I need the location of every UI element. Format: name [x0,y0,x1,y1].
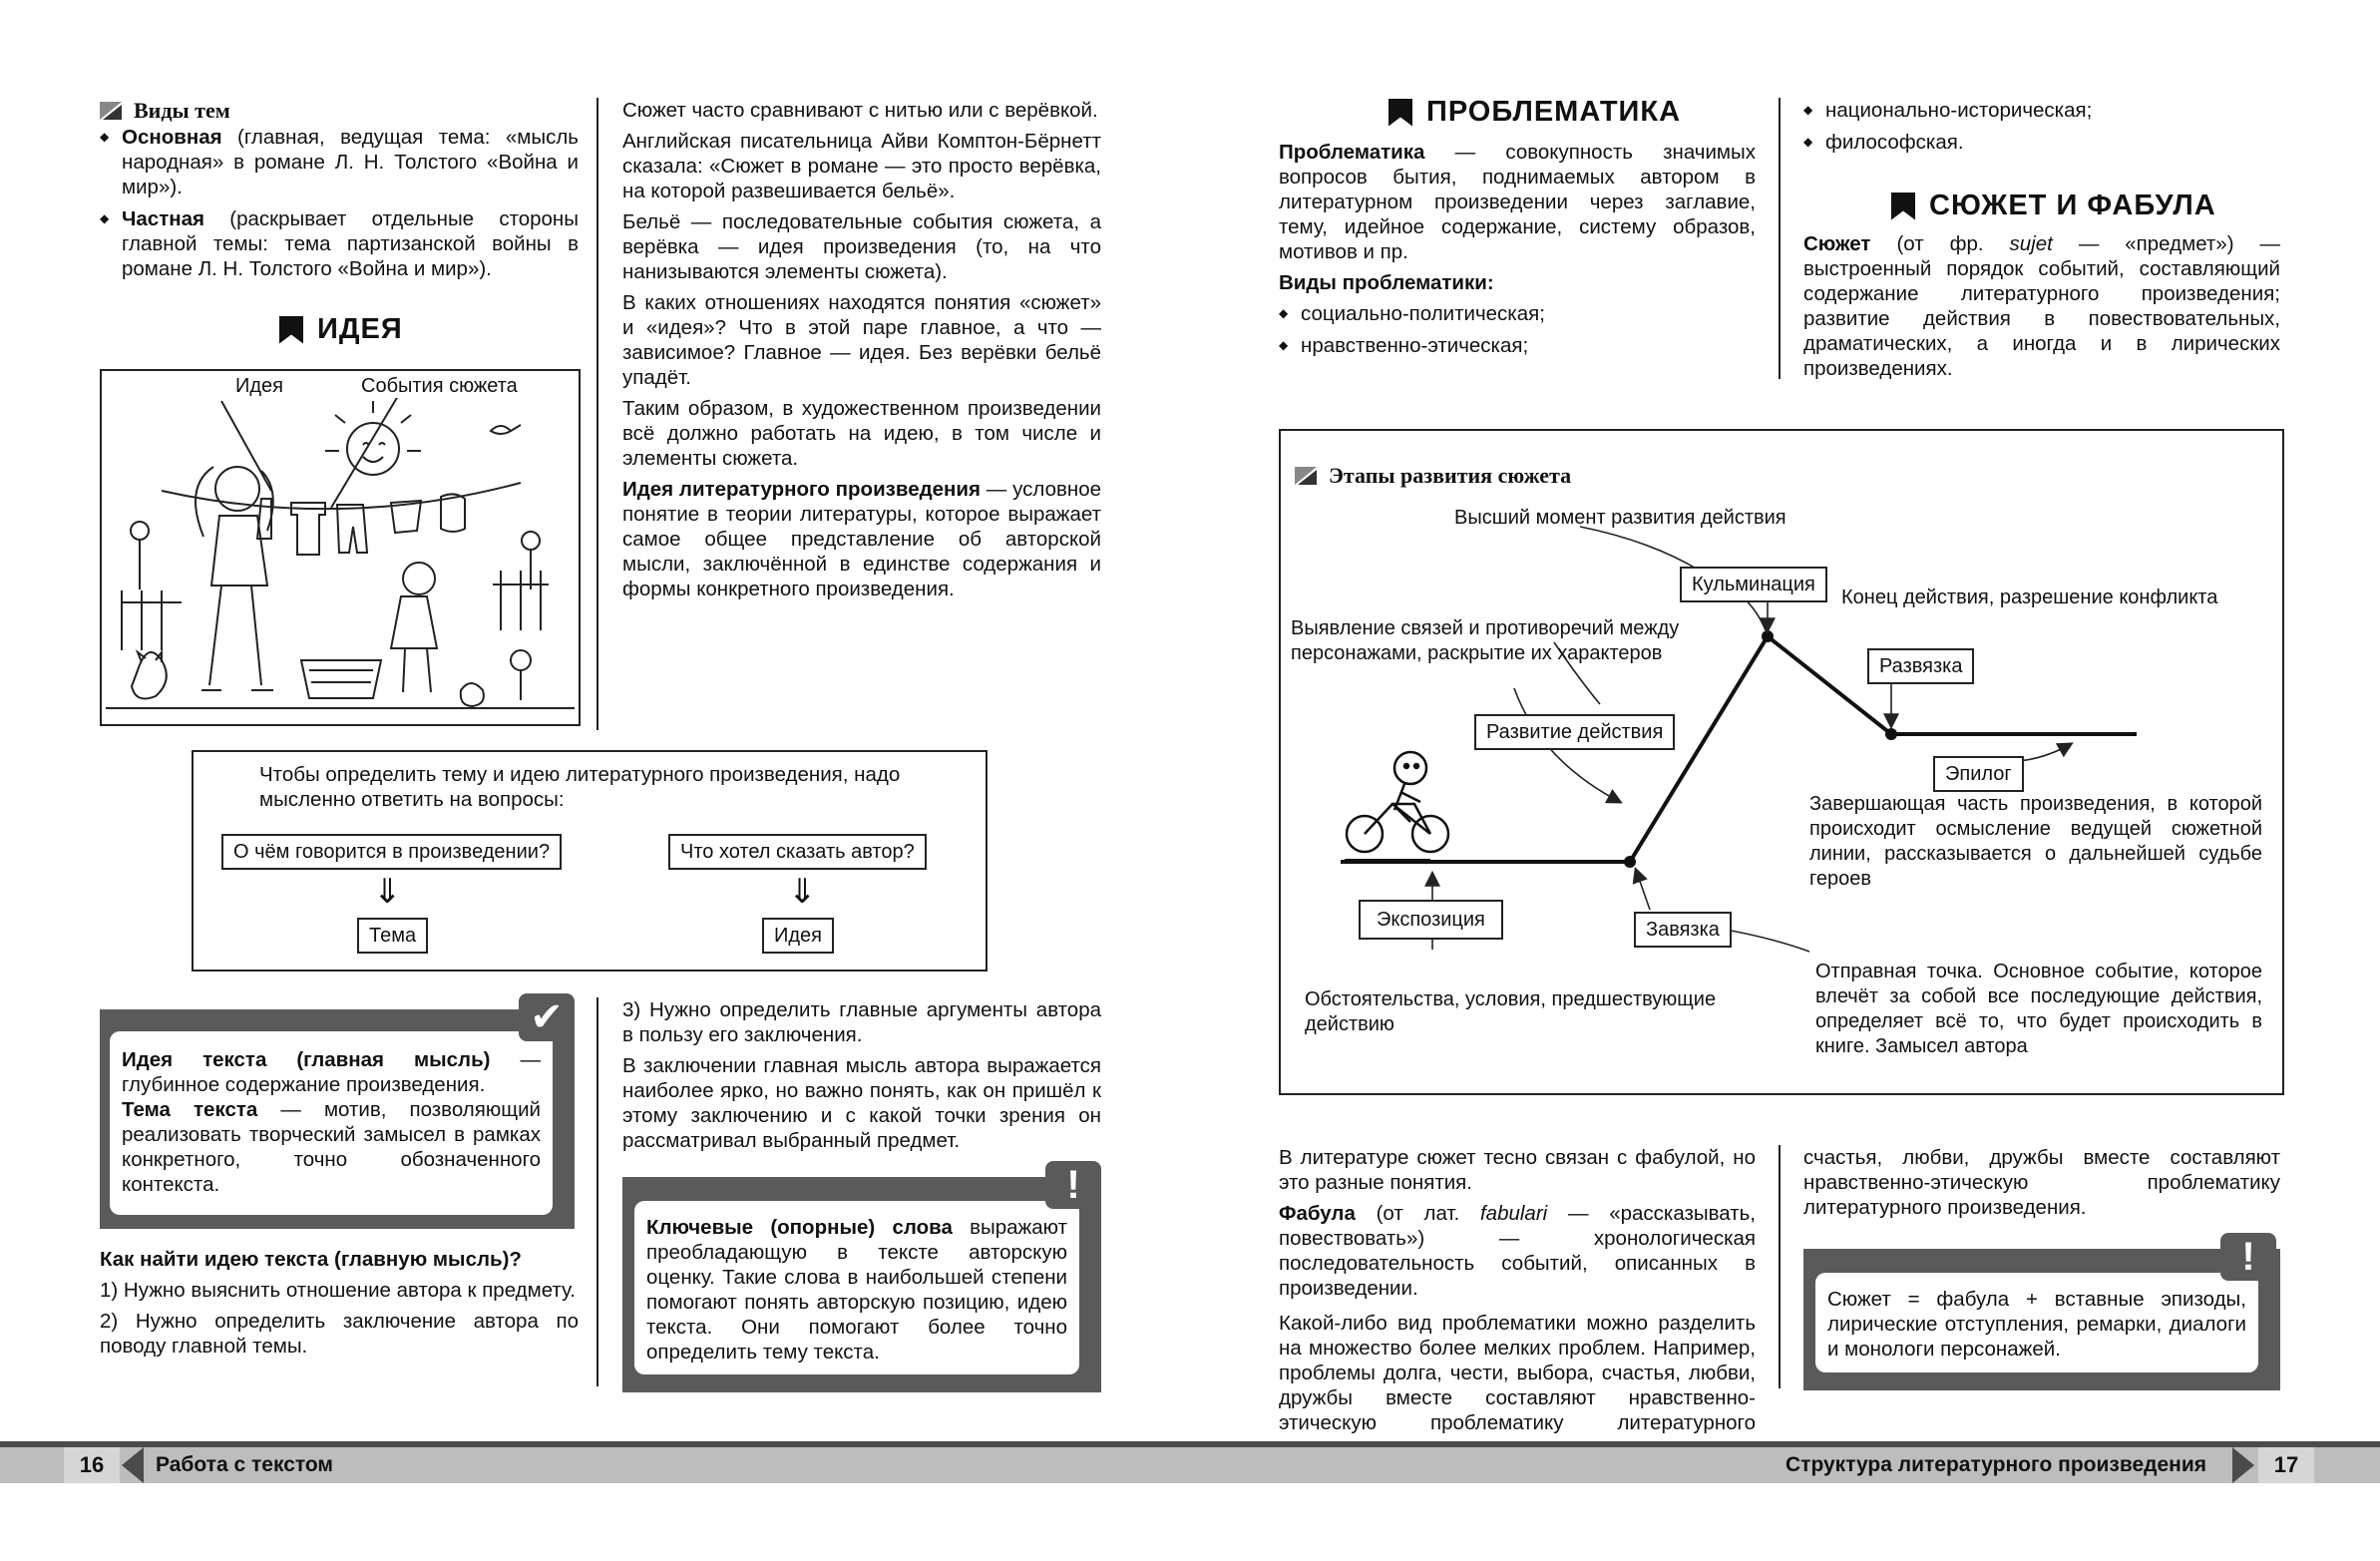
exposition-note: Обстоятельства, условия, предшествующие действию [1305,988,1717,1035]
question-idea-box: Что хотел сказать автор? [668,834,927,870]
list-item: ◆ философская. [1803,130,2282,155]
plot-stages-diagram [1279,429,2284,1095]
how-to-continued [622,997,1101,1153]
paragraph: Какой-либо вид проблематики можно разделить на множество более мелких проблем. Например, проблемы долга, чести, выбора, счастья, любви, дружбы вместе составляют нравственно-этическую проблематику литературного [1279,1312,1756,1434]
idea-definition: Идея литературного произведения — условное понятие в теории литературы, которое выражает самое общее представление об авторской мысли, заключённой в единстве содержания и формы конкретного произведения. [622,478,1101,600]
right-footer-title: Структура литературного произведения [1785,1453,2206,1476]
picture-label-events: События сюжета [361,375,518,397]
exposition-label: Экспозиция [1359,900,1503,940]
epilogue-label: Эпилог [1933,756,2024,792]
bicycle-boy-icon [1345,752,1448,860]
themes-title: Виды тем [100,98,230,124]
bookmark-flag-icon [1388,99,1412,127]
exclamation-icon: ! [1045,1161,1101,1209]
keywords-card-text: Ключевые (опорные) слова выражают преобладающую в тексте авторскую оценку. Такие слова в наибольшей степени помогают понять авторскую позицию, идею текста. Они помогают более точно определить тему текста. [646,1216,1067,1364]
denouement-label: Развязка [1867,648,1974,684]
formula-text: Сюжет = фабула + вставные эпизоды, лирические отступления, ремарки, диалоги и монологи персонажей. [1827,1288,2246,1361]
answer-theme-box: Тема [357,918,428,954]
column-divider [596,98,598,730]
question-theme-box: О чём говорится в произведении? [221,834,562,870]
how-to-section [100,1247,579,1359]
complication-label: Завязка [1634,912,1732,948]
corner-triangle-icon [1295,467,1317,485]
double-arrow-down-icon: ⇓ [788,873,817,911]
bookmark-flag-icon [279,316,303,344]
how-to-conclusion: В заключении главная мысль автора выражается наиболее ярко, но важно понять, как он пришёл к этому заключению и с какой точки зрения он рассматривал выбранный предмет. [622,1054,1101,1152]
definition-card-text [122,1047,541,1197]
column-divider [596,997,598,1386]
problematics-definition: Проблематика — совокупность значимых вопросов бытия, поднимаемых автором в литературном произведении через заглавие, тему, идейное содержание, систему образов, мотивов и пр. Виды проблематики: ◆ социально-политическая; ◆ нравственно-этическая; [1279,140,1756,365]
how-to-title: Как найти идею текста (главную мысль)? [100,1248,522,1271]
double-arrow-down-icon: ⇓ [373,873,402,911]
column-divider [1779,1145,1781,1388]
denouement-note: Конец действия, разрешение конфликта [1841,586,2218,608]
diagram-title: Этапы развития сюжета [1295,463,1571,489]
list-item: ◆ социально-политическая; [1279,301,1756,326]
plot-definition: Сюжет (от фр. sujet — «предмет») — выстроенный порядок событий, составляющий содержание литературного произведения; развитие действия в повествовательных, драматических, а иногда и в лирических произведениях. [1803,232,2280,380]
problematics-heading: ПРОБЛЕМАТИКА [1388,96,1681,129]
left-page-number: 16 [64,1447,120,1483]
keywords-card [634,1201,1079,1374]
list-item: ◆ нравственно-этическая; [1279,333,1756,358]
paragraph: Таким образом, в художественном произведении всё должно работать на идею, в том числе и элементы сюжета. [622,397,1101,470]
right-page-number: 17 [2258,1447,2314,1483]
themes-list [100,125,579,288]
climax-note: Высший момент развития действия [1454,507,1786,529]
how-to-step: 1) Нужно выяснить отношение автора к предмету. [100,1279,576,1302]
paragraph: Сюжет часто сравнивают с нитью или с верёвкой. [622,99,1098,122]
problematics-types-title: Виды проблематики: [1279,271,1494,294]
epilogue-note: Завершающая часть произведения, в которой происходит осмысление ведущей сюжетной линии, рассказывается о дальнейшей судьбе героев [1809,793,2262,890]
fabula-definition: Фабула (от лат. fabulari — «рассказывать, повествовать») — хронологическая последовательность событий, описанных в произведении. [1279,1202,1756,1300]
idea-illustration [100,369,581,726]
development-note: Выявление связей и противоречий между персонажами, раскрытие их характеров [1291,617,1680,664]
questions-intro: Чтобы определить тему и идею литературного произведения, надо мысленно ответить на вопросы: [259,763,901,811]
idea-heading: ИДЕЯ [279,313,403,346]
clothesline-illustration [102,371,579,724]
middle-column-text [622,98,1101,601]
how-to-step: 3) Нужно определить главные аргументы автора в пользу его заключения. [622,998,1101,1046]
problematics-types-list-continued [1803,98,2282,162]
bookmark-flag-icon [1891,193,1915,220]
picture-label-idea: Идея [235,375,283,397]
answer-idea-box: Идея [762,918,834,954]
paragraph: Английская писательница Айви Комптон-Бёрнетт сказала: «Сюжет в романе — это просто верёвка, на которой развешивается бельё». [622,130,1101,202]
theme-item-partial: ◆ Частная (раскрывает отдельные стороны главной темы: тема партизанской войны в романе Л. Н. Толстого «Война и мир»). [100,206,579,281]
theme-item-main: ◆ Основная (главная, ведущая тема: «мысль народная» в романе Л. Н. Толстого «Война и мир»). [100,125,579,199]
exclamation-icon: ! [2220,1233,2276,1281]
formula-card [1815,1273,2258,1372]
climax-label: Кульминация [1680,567,1827,602]
list-item: ◆ национально-историческая; [1803,98,2282,123]
paragraph: В каких отношениях находятся понятия «сюжет» и «идея»? Что в этой паре главное, а что — зависимое? Главное — идея. Без верёвки бельё упадёт. [622,291,1101,389]
plot-heading: СЮЖЕТ И ФАБУЛА [1891,190,2216,222]
paragraph: счастья, любви, дружбы вместе составляют нравственно-этическую проблематику литературного произведения. [1803,1146,2280,1219]
problem-text-part1 [1279,1311,1756,1434]
corner-triangle-icon [100,102,122,120]
questions-box [192,750,988,972]
development-label: Развитие действия [1474,714,1675,750]
problematics-types-list [1279,301,1756,358]
definition-text-idea: Идея текста (главная мысль) — глубинное содержание произведения. [122,1048,541,1096]
fabula-text [1279,1145,1756,1307]
column-divider [1779,98,1781,379]
paragraph: В литературе сюжет тесно связан с фабулой, но это разные понятия. [1279,1146,1756,1194]
definition-text-theme: Тема текста — мотив, позволяющий реализовать творческий замысел в рамках конкретного, точно обозначенного контекста. [122,1098,542,1196]
checkmark-icon: ✔ [519,993,575,1041]
left-footer-title: Работа с текстом [156,1453,333,1476]
definition-card [110,1031,553,1215]
problem-text-part2 [1803,1145,2280,1220]
how-to-step: 2) Нужно определить заключение автора по поводу главной темы. [100,1310,579,1358]
paragraph: Бельё — последовательные события сюжета, а верёвка — идея произведения (то, на что нанизываются элементы сюжета). [622,210,1101,283]
complication-note: Отправная точка. Основное событие, которое влечёт за собой все последующие действия, определяет всё то, что будет происходить в книге. Замысел автора [1815,961,2262,1057]
